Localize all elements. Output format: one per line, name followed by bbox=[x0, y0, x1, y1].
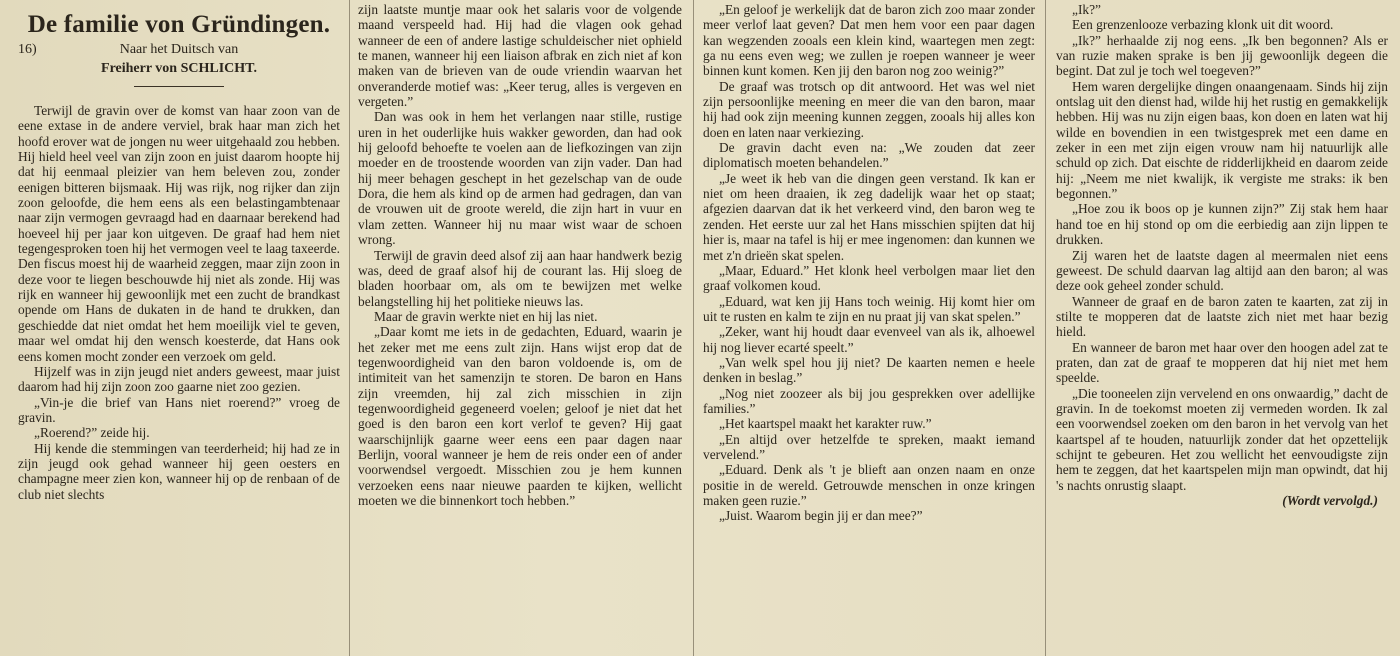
paragraph: Terwijl de gravin deed alsof zij aan haar handwerk bezig was, deed de graaf alsof hij de courant las. Hij sloeg de bladen hoorbaar om, als om te bewijzen met welke belangstelling hij het politieke nieuws las. bbox=[358, 247, 682, 309]
installment-number: 16) bbox=[18, 42, 37, 57]
paragraph: „Ik?” herhaalde zij nog eens. „Ik ben begonnen? Als er van ruzie maken sprake is ben jij gewoonlijk degeen die begint. Dat zul je toch wel toegeven?” bbox=[1056, 32, 1388, 79]
paragraph: „Roerend?” zeide hij. bbox=[34, 425, 150, 441]
title-separator bbox=[134, 86, 224, 87]
column-4 bbox=[1056, 2, 1388, 652]
paragraph: „En altijd over hetzelfde te spreken, maakt iemand vervelend.” bbox=[703, 431, 1035, 462]
paragraph: „Eduard, wat ken jij Hans toch weinig. Hij komt hier om uit te rusten en kalm te zijn en nu praat jij van skat spelen.” bbox=[703, 293, 1035, 324]
author-name: Freiherr von SCHLICHT. bbox=[101, 61, 257, 76]
paragraph: De gravin dacht even na: „We zouden dat zeer diplomatisch moeten behandelen.” bbox=[703, 140, 1035, 171]
paragraph: „Maar, Eduard.” Het klonk heel verbolgen maar liet den graaf volkomen koud. bbox=[703, 262, 1035, 294]
column-rule bbox=[693, 0, 694, 656]
paragraph: Hem waren dergelijke dingen onaangenaam. Sinds hij zijn ontslag uit den dienst had, wilde hij het rustig en gemakkelijk hebben. Hij was nu zijn eigen baas, kon doen en laten wat hij wilde en bovendien in een twistgesprek met een dame en zeker in een met zijn eigen vrouw nam hij natuurlijk alle schuld op zich. Dat eischte de ridderlijkheid en daarom zeide hij: „Neem me niet kwalijk, ik vergiste me straks: ik ben begonnen.” bbox=[1056, 78, 1388, 202]
paragraph: „Nog niet zoozeer als bij jou gesprekken over adellijke families.” bbox=[703, 385, 1035, 416]
paragraph: Wanneer de graaf en de baron zaten te kaarten, zat zij in stilte te mopperen dat de laatste zich niet met haar bezig hield. bbox=[1056, 293, 1388, 340]
to-be-continued: (Wordt vervolgd.) bbox=[1282, 493, 1378, 508]
paragraph: Zij waren het de laatste dagen al meermalen niet eens geweest. De schuld daarvan lag altijd aan den baron; al was deze ook geheel zonder schuld. bbox=[1056, 247, 1388, 294]
paragraph: „Daar komt me iets in de gedachten, Eduard, waarin je het zeker met me eens zult zijn. Hans wijst erop dat de tegenwoordigheid van den baron voldoende is, om de intimiteit van het samenzijn te storen. De baron en Hans zijn vreemden, hij zal zich misschien in zijn tegenwoordigheid gegeneerd voelen; geloof je niet dat het goed is den baron een kort verlof te geven? Hij gaat waarschijnlijk gaarne weer eens een paar dagen naar Berlijn, vooral wanneer je hem de reis onder een of ander voorwendsel vergoedt. Misschien zou je hem kunnen verzoeken eens naar nieuwe paarden te kijken, wellicht moeten we die binnenkort toch hebben.” bbox=[358, 324, 682, 508]
paragraph: „Vin-je die brief van Hans niet roerend?” vroeg de gravin. bbox=[18, 394, 340, 425]
paragraph: „Die tooneelen zijn vervelend en ons onwaardig,” dacht de gravin. In de toekomst moeten zij vermeden worden. Ik zal een voorwendsel zoeken om den baron in het vervolg van het kaartspel af te houden, natuurlijk zonder dat het opzettelijk schijnt te gebeuren. Het zou wellicht het eenvoudigste zijn hem te zeggen, dat het kaartspelen mijn man opwindt, dat hij 's nachts onrustig slaapt. bbox=[1056, 385, 1388, 493]
column-1 bbox=[18, 4, 340, 652]
byline-row bbox=[18, 42, 340, 60]
paragraph: „Hoe zou ik boos op je kunnen zijn?” Zij stak hem haar hand toe en hij stond op om die eerbiedig aan zijn lippen te drukken. bbox=[1056, 201, 1388, 248]
paragraph: „Ik?” bbox=[1072, 2, 1101, 17]
paragraph: „Je weet ik heb van die dingen geen verstand. Ik kan er niet om heen draaien, ik zeg dadelijk waar het op staat; afgezien daarvan dat ik het verkeerd vind, den baron weg te zenden. Het eerste uur zal het Hans misschien spijten dat hij hier is, maar na tafel is hij er mee ingenomen: dan kunnen we met z'n drieën skat spelen. bbox=[703, 170, 1035, 263]
paragraph: Hij kende die stemmingen van teerderheid; hij had ze in zijn jeugd ook gehad wanneer hij geen oesters en champagne meer zien kon, wanneer hij op de renbaan of de club niet slechts bbox=[18, 440, 340, 502]
article-title: De familie von Gründingen. bbox=[27, 11, 331, 38]
column-2 bbox=[358, 2, 682, 652]
translation-note: Naar het Duitsch van bbox=[119, 42, 239, 57]
paragraph: „Van welk spel hou jij niet? De kaarten nemen e heele denken in beslag.” bbox=[703, 354, 1035, 386]
paragraph: „En geloof je werkelijk dat de baron zich zoo maar zonder meer verlof laat geven? Dat men hem voor een paar dagen kan wegzenden zooals een klein kind, waartegen men zegt: ga nu eens even weg; we zullen je roepen wanneer je weer binnen kunt komen. Ken jij den baron nog zoo weinig?” bbox=[703, 2, 1035, 79]
paragraph: „Het kaartspel maakt het karakter ruw.” bbox=[719, 416, 932, 432]
column-rule bbox=[349, 0, 350, 656]
paragraph: De graaf was trotsch op dit antwoord. Het was wel niet zijn persoonlijke meening en meer die van den baron, maar hij had ook zijn meening kunnen zeggen, zooals hij alles kon doen en laten naar verkiezing. bbox=[703, 78, 1035, 140]
paragraph: Dan was ook in hem het verlangen naar stille, rustige uren in het ouderlijke huis wakker geworden, dan had ook hij geloofd behoefte te voelen aan de liefkozingen van zijn moeder en de troostende woorden van zijn vader. Dan had hij meer behagen geschept in het gezelschap van de oude Dora, die hem als kind op de armen had gedragen, dan van de vrouwen uit de groote wereld, die zijn hart in vuur en vlam zetten. Wanneer hij nu maar wist waar de schoen wrong. bbox=[358, 109, 682, 248]
paragraph: Terwijl de gravin over de komst van haar zoon van de eene extase in de andere verviel, brak haar man zich het hoofd erover wat de jongen nu weer uitgehaald zou hebben. Hij hield heel veel van zijn zoon en juist daarom hoopte hij dat hij eenmaal pleizier van hem beleven zou, zonder eenigen bitteren bijsmaak. Hij was rijk, nog rijker dan zijn zoon geloofde, die hem eens als een belastingambtenaar naar zijn vermogen gevraagd had en daarnaar berekend had hoeveel hij per jaar kon uitgeven. De graaf had hem niet tegengesproken toen hij het vermogen veel te laag taxeerde. Den fiscus moest hij de waarheid zeggen, maar zijn zoon in deze voor te liegen beschouwde hij niet als zonde. Hij was rijk en wanneer hij gewoonlijk met een zucht de brandkast opende om Hans de dukaten in de hand te drukken, dan geschiedde dat niet omdat het hem moeilijk viel te geven, maar wel omdat hij den wensch koesterde, dat Hans ook eens komen mocht zonder een verzoek om geld. bbox=[18, 103, 340, 364]
paragraph: „Zeker, want hij houdt daar evenveel van als ik, alhoewel hij nog liever ecarté speelt.” bbox=[703, 324, 1035, 355]
paragraph: Een grenzenlooze verbazing klonk uit dit woord. bbox=[1072, 17, 1334, 33]
column-3 bbox=[703, 2, 1035, 652]
paragraph: Maar de gravin werkte niet en hij las niet. bbox=[374, 308, 598, 324]
paragraph: En wanneer de baron met haar over den hoogen adel zat te praten, dan zat de graaf te mopperen dat hij niet met hem speelde. bbox=[1056, 339, 1388, 386]
paragraph: Hijzelf was in zijn jeugd niet anders geweest, maar juist daarom had hij zijn zoon zoo gaarne niet zoo gezien. bbox=[18, 363, 340, 395]
paragraph: „Juist. Waarom begin jij er dan mee?” bbox=[719, 508, 923, 524]
column-rule bbox=[1045, 0, 1046, 656]
paragraph: zijn laatste muntje maar ook het salaris voor de volgende maand verspeeld had. Hij had die vlagen ook gehad wanneer de een of andere lastige schuldeischer niet ophield te manen, wanneer hij een liaison afbrak en zich niet af kon maken van de brieven van de oude vriendin waarvan het onveranderde motief was: „Keer terug, alles is vergeven en vergeten.” bbox=[358, 2, 682, 110]
paragraph: „Eduard. Denk als 't je blieft aan onzen naam en onze positie in de wereld. Getrouwde menschen in onze kringen maken geen ruzie.” bbox=[703, 462, 1035, 508]
